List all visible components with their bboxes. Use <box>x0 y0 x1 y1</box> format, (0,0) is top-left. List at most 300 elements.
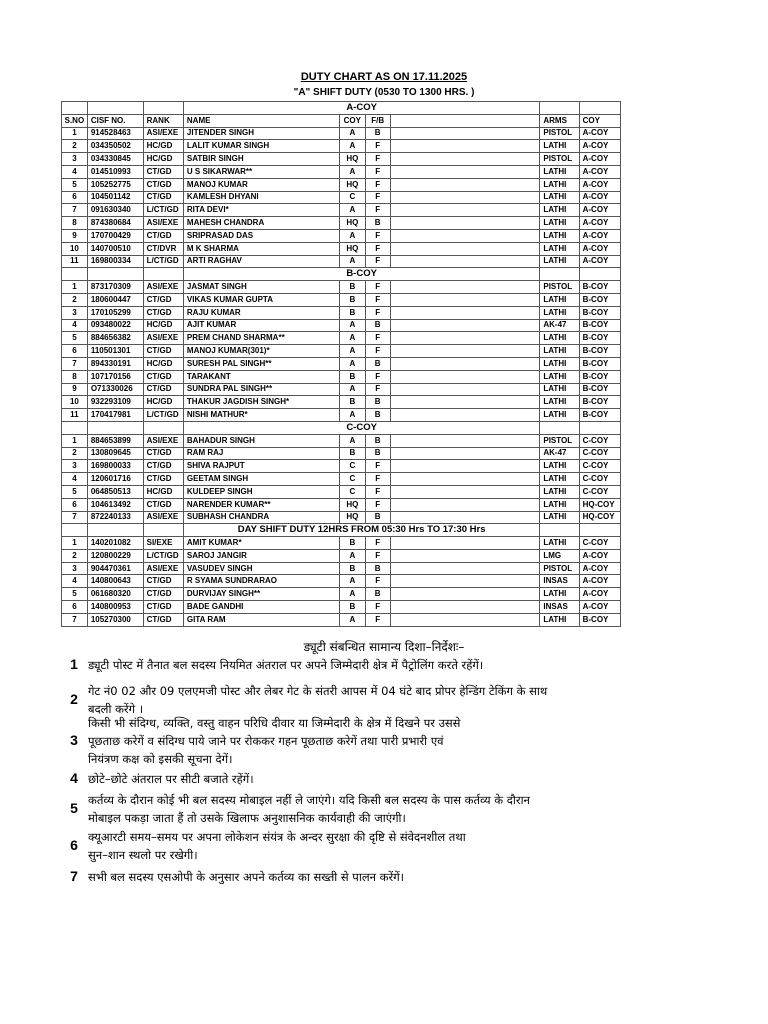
arms-coy-cell: C-COY <box>579 434 620 447</box>
arms-coy-cell: B-COY <box>579 293 620 306</box>
arms-cell: LATHI <box>540 293 579 306</box>
rank-cell: CT/GD <box>143 293 183 306</box>
remarks-cell <box>390 447 540 460</box>
name-cell: SHIVA RAJPUT <box>183 460 339 473</box>
cisf-no-cell: 091630340 <box>87 204 143 217</box>
rank-cell: HC/GD <box>143 319 183 332</box>
arms-cell: PISTOL <box>540 562 579 575</box>
fb-cell: F <box>365 613 390 626</box>
blank-cell <box>579 268 620 281</box>
table-row <box>62 370 621 383</box>
blank-cell <box>87 268 143 281</box>
sno-cell: 8 <box>62 370 88 383</box>
coy-cell: A <box>339 549 365 562</box>
cisf-no-cell: 170700429 <box>87 229 143 242</box>
rank-cell: CT/GD <box>143 306 183 319</box>
arms-coy-cell: A-COY <box>579 549 620 562</box>
rank-cell: CT/GD <box>143 473 183 486</box>
name-cell: JASMAT SINGH <box>183 281 339 294</box>
arms-coy-cell: B-COY <box>579 383 620 396</box>
name-cell: KAMLESH DHYANI <box>183 191 339 204</box>
arms-coy-cell: B-COY <box>579 281 620 294</box>
sno-cell: 5 <box>62 332 88 345</box>
cisf-no-cell: 874380684 <box>87 217 143 230</box>
cisf-no-cell: 170105299 <box>87 306 143 319</box>
arms-coy-cell: C-COY <box>579 473 620 486</box>
arms-coy-cell: B-COY <box>579 357 620 370</box>
blank-cell <box>143 102 183 115</box>
cisf-no-cell: 034330845 <box>87 153 143 166</box>
arms-coy-cell: A-COY <box>579 204 620 217</box>
table-row <box>62 549 621 562</box>
table-row <box>62 140 621 153</box>
fb-cell: F <box>365 242 390 255</box>
table-row <box>62 255 621 268</box>
cisf-no-cell: 932293109 <box>87 396 143 409</box>
coy-cell: HQ <box>339 178 365 191</box>
fb-cell: F <box>365 293 390 306</box>
cisf-no-cell: 093480022 <box>87 319 143 332</box>
fb-cell: F <box>365 255 390 268</box>
table-row <box>62 498 621 511</box>
name-cell: MANOJ KUMAR <box>183 178 339 191</box>
arms-cell: INSAS <box>540 601 579 614</box>
coy-cell: HQ <box>339 498 365 511</box>
table-row <box>62 191 621 204</box>
blank-cell <box>62 524 88 537</box>
coy-cell: A <box>339 345 365 358</box>
arms-cell: LATHI <box>540 485 579 498</box>
rank-cell: CT/GD <box>143 498 183 511</box>
name-cell: MANOJ KUMAR(301)* <box>183 345 339 358</box>
rank-cell: CT/GD <box>143 447 183 460</box>
section-header-row <box>62 268 621 281</box>
arms-cell: LATHI <box>540 511 579 524</box>
rank-cell: CT/GD <box>143 165 183 178</box>
arms-cell: LATHI <box>540 306 579 319</box>
instruction-line: मोबाइल पकड़ा जाता हैं तो उसके खिलाफ अनुशासनिक कार्यवाही की जाएंगी। <box>88 811 406 825</box>
cisf-no-cell: O71330026 <box>87 383 143 396</box>
blank-cell <box>143 421 183 434</box>
coy-cell: B <box>339 562 365 575</box>
arms-coy-cell: HQ-COY <box>579 498 620 511</box>
arms-cell: LATHI <box>540 165 579 178</box>
blank-cell <box>87 102 143 115</box>
fb-cell: F <box>365 165 390 178</box>
fb-cell: B <box>365 434 390 447</box>
remarks-cell <box>390 332 540 345</box>
section-header-row <box>62 524 621 537</box>
arms-coy-cell: B-COY <box>579 332 620 345</box>
table-row <box>62 383 621 396</box>
sno-cell: 5 <box>62 178 88 191</box>
cisf-no-cell: 034350502 <box>87 140 143 153</box>
name-cell: PREM CHAND SHARMA** <box>183 332 339 345</box>
arms-cell: LATHI <box>540 613 579 626</box>
coy-cell: A <box>339 613 365 626</box>
arms-cell: LATHI <box>540 370 579 383</box>
sno-cell: 4 <box>62 575 88 588</box>
cisf-no-cell: 140800643 <box>87 575 143 588</box>
cisf-no-cell: 884656382 <box>87 332 143 345</box>
instruction-line: पूछताछ करेगें व संदिग्ध पाये जाने पर रोककर गहन पूछताछ करेगें तथा पारी प्रभारी एवं <box>88 734 444 748</box>
remarks-cell <box>390 204 540 217</box>
coy-cell: B <box>339 447 365 460</box>
cisf-no-cell: 169800033 <box>87 460 143 473</box>
name-cell: NARENDER KUMAR** <box>183 498 339 511</box>
cisf-no-cell: 107170156 <box>87 370 143 383</box>
name-cell: RITA DEVI* <box>183 204 339 217</box>
arms-cell: LATHI <box>540 460 579 473</box>
instruction-number: 5 <box>70 800 78 816</box>
fb-cell: F <box>365 498 390 511</box>
section-header-row <box>62 102 621 115</box>
cisf-no-cell: 104613492 <box>87 498 143 511</box>
name-cell: MAHESH CHANDRA <box>183 217 339 230</box>
coy-cell: C <box>339 460 365 473</box>
sno-cell: 1 <box>62 127 88 140</box>
instruction-number: 3 <box>70 732 78 748</box>
rank-cell: CT/GD <box>143 601 183 614</box>
arms-coy-cell: A-COY <box>579 562 620 575</box>
fb-cell: F <box>365 537 390 550</box>
table-row <box>62 242 621 255</box>
instruction-number: 1 <box>70 656 78 672</box>
rank-cell: HC/GD <box>143 485 183 498</box>
remarks-cell <box>390 242 540 255</box>
table-row <box>62 460 621 473</box>
coy-cell: B <box>339 537 365 550</box>
cisf-no-cell: 170417981 <box>87 409 143 422</box>
arms-coy-cell: B-COY <box>579 613 620 626</box>
cisf-no-cell: 904470361 <box>87 562 143 575</box>
fb-cell: F <box>365 485 390 498</box>
name-cell: TARAKANT <box>183 370 339 383</box>
coy-cell: HQ <box>339 511 365 524</box>
arms-coy-cell: C-COY <box>579 460 620 473</box>
arms-coy-cell: A-COY <box>579 242 620 255</box>
rank-cell: CT/DVR <box>143 242 183 255</box>
coy-cell: B <box>339 306 365 319</box>
blank-cell <box>62 421 88 434</box>
blank-cell <box>540 421 579 434</box>
arms-coy-cell: B-COY <box>579 345 620 358</box>
arms-coy-cell: A-COY <box>579 217 620 230</box>
sno-cell: 7 <box>62 357 88 370</box>
coy-cell: A <box>339 140 365 153</box>
remarks-cell <box>390 588 540 601</box>
name-cell: ARTI RAGHAV <box>183 255 339 268</box>
table-row <box>62 217 621 230</box>
arms-coy-cell: A-COY <box>579 229 620 242</box>
rank-cell: ASI/EXE <box>143 332 183 345</box>
coy-cell: A <box>339 319 365 332</box>
arms-cell: LATHI <box>540 191 579 204</box>
name-cell: THAKUR JAGDISH SINGH* <box>183 396 339 409</box>
blank-cell <box>62 102 88 115</box>
arms-coy-cell: A-COY <box>579 153 620 166</box>
blank-cell <box>579 421 620 434</box>
arms-cell: LATHI <box>540 178 579 191</box>
table-row <box>62 613 621 626</box>
fb-cell: B <box>365 396 390 409</box>
cisf-no-cell: 105252775 <box>87 178 143 191</box>
blank-cell <box>540 102 579 115</box>
table-row <box>62 473 621 486</box>
arms-cell: LATHI <box>540 588 579 601</box>
sno-cell: 2 <box>62 549 88 562</box>
arms-cell: LATHI <box>540 229 579 242</box>
document-title: DUTY CHART AS ON 17.11.2025 <box>300 71 468 83</box>
column-header: COY <box>579 114 620 127</box>
instruction-text <box>88 714 623 768</box>
table-row <box>62 485 621 498</box>
arms-cell: PISTOL <box>540 434 579 447</box>
remarks-cell <box>390 370 540 383</box>
coy-cell: A <box>339 127 365 140</box>
cisf-no-cell: 873170309 <box>87 281 143 294</box>
rank-cell: CT/GD <box>143 345 183 358</box>
blank-cell <box>579 524 620 537</box>
instruction-text <box>88 682 623 718</box>
coy-cell: A <box>339 229 365 242</box>
instruction-number: 7 <box>70 868 78 884</box>
table-row <box>62 319 621 332</box>
arms-coy-cell: A-COY <box>579 601 620 614</box>
fb-cell: F <box>365 204 390 217</box>
cisf-no-cell: 140201082 <box>87 537 143 550</box>
remarks-cell <box>390 229 540 242</box>
sno-cell: 7 <box>62 204 88 217</box>
fb-cell: F <box>365 549 390 562</box>
arms-cell: LATHI <box>540 242 579 255</box>
cisf-no-cell: 064850513 <box>87 485 143 498</box>
sno-cell: 5 <box>62 588 88 601</box>
name-cell: VIKAS KUMAR GUPTA <box>183 293 339 306</box>
coy-cell: A <box>339 332 365 345</box>
name-cell: LALIT KUMAR SINGH <box>183 140 339 153</box>
name-cell: BAHADUR SINGH <box>183 434 339 447</box>
sno-cell: 7 <box>62 511 88 524</box>
coy-cell: HQ <box>339 217 365 230</box>
instruction-text <box>88 791 623 827</box>
rank-cell: CT/GD <box>143 383 183 396</box>
table-row <box>62 345 621 358</box>
remarks-cell <box>390 191 540 204</box>
sno-cell: 7 <box>62 613 88 626</box>
coy-cell: C <box>339 485 365 498</box>
table-row <box>62 178 621 191</box>
arms-coy-cell: A-COY <box>579 191 620 204</box>
remarks-cell <box>390 357 540 370</box>
instruction-line: किसी भी संदिग्ध, व्यक्ति, वस्तु वाहन परिधि दीवार या जिम्मेदारी के क्षेत्र में दिखने पर उससे <box>88 716 461 730</box>
name-cell: R SYAMA SUNDRARAO <box>183 575 339 588</box>
duty-table <box>61 101 621 627</box>
arms-cell: LATHI <box>540 409 579 422</box>
instruction-number: 6 <box>70 837 78 853</box>
instruction-text <box>88 828 623 864</box>
fb-cell: F <box>365 153 390 166</box>
rank-cell: HC/GD <box>143 153 183 166</box>
fb-cell: B <box>365 562 390 575</box>
section-title: A-COY <box>183 102 539 115</box>
arms-cell: LATHI <box>540 345 579 358</box>
remarks-cell <box>390 127 540 140</box>
arms-cell: LMG <box>540 549 579 562</box>
table-row <box>62 434 621 447</box>
table-row <box>62 575 621 588</box>
arms-coy-cell: A-COY <box>579 178 620 191</box>
coy-cell: HQ <box>339 153 365 166</box>
blank-cell <box>87 421 143 434</box>
instruction-line: कर्तव्य के दौरान कोई भी बल सदस्य मोबाइल नहीं ले जाएंगे। यदि किसी बल सदस्य के पास कर्तव्य के दौरान <box>88 793 530 807</box>
cisf-no-cell: 169800334 <box>87 255 143 268</box>
remarks-cell <box>390 575 540 588</box>
name-cell: U S SIKARWAR** <box>183 165 339 178</box>
sno-cell: 1 <box>62 281 88 294</box>
sno-cell: 3 <box>62 562 88 575</box>
sno-cell: 4 <box>62 473 88 486</box>
section-title: C-COY <box>183 421 539 434</box>
blank-cell <box>143 268 183 281</box>
instruction-line: क्यूआरटी समय–समय पर अपना लोकेशन संयंत्र के अन्दर सुरक्षा की दृष्टि से संवेदनशील तथा <box>88 830 466 844</box>
rank-cell: ASI/EXE <box>143 281 183 294</box>
table-row <box>62 601 621 614</box>
instruction-line: सभी बल सदस्य एसओपी के अनुसार अपने कर्तव्य का सख्ती से पालन करेंगें। <box>88 870 405 884</box>
rank-cell: L/CT/GD <box>143 204 183 217</box>
remarks-cell <box>390 434 540 447</box>
rank-cell: ASI/EXE <box>143 217 183 230</box>
remarks-cell <box>390 537 540 550</box>
remarks-cell <box>390 153 540 166</box>
table-row <box>62 153 621 166</box>
header-row <box>62 114 621 127</box>
name-cell: SUNDRA PAL SINGH** <box>183 383 339 396</box>
arms-cell: PISTOL <box>540 127 579 140</box>
name-cell: SAROJ JANGIR <box>183 549 339 562</box>
coy-cell: A <box>339 383 365 396</box>
rank-cell: HC/GD <box>143 396 183 409</box>
fb-cell: F <box>365 281 390 294</box>
sno-cell: 1 <box>62 434 88 447</box>
table-row <box>62 306 621 319</box>
name-cell: VASUDEV SINGH <box>183 562 339 575</box>
sno-cell: 6 <box>62 601 88 614</box>
table-row <box>62 332 621 345</box>
arms-coy-cell: B-COY <box>579 370 620 383</box>
arms-cell: LATHI <box>540 498 579 511</box>
cisf-no-cell: 110501301 <box>87 345 143 358</box>
cisf-no-cell: 914528463 <box>87 127 143 140</box>
table-row <box>62 562 621 575</box>
name-cell: SUBHASH CHANDRA <box>183 511 339 524</box>
sno-cell: 5 <box>62 485 88 498</box>
rank-cell: ASI/EXE <box>143 562 183 575</box>
fb-cell: B <box>365 217 390 230</box>
cisf-no-cell: 140800953 <box>87 601 143 614</box>
rank-cell: ASI/EXE <box>143 434 183 447</box>
remarks-cell <box>390 460 540 473</box>
fb-cell: B <box>365 357 390 370</box>
coy-cell: B <box>339 601 365 614</box>
section-header-row <box>62 421 621 434</box>
instructions-heading: ड्यूटी संबन्धित सामान्य दिशा–निर्देशः– <box>303 640 465 654</box>
sno-cell: 9 <box>62 383 88 396</box>
arms-coy-cell: A-COY <box>579 588 620 601</box>
remarks-cell <box>390 383 540 396</box>
shift-subtitle: "A" SHIFT DUTY (0530 TO 1300 HRS. ) <box>293 87 475 98</box>
name-cell: GEETAM SINGH <box>183 473 339 486</box>
remarks-cell <box>390 178 540 191</box>
fb-cell: F <box>365 575 390 588</box>
arms-coy-cell: A-COY <box>579 127 620 140</box>
table-row <box>62 281 621 294</box>
remarks-cell <box>390 396 540 409</box>
rank-cell: CT/GD <box>143 229 183 242</box>
arms-cell: LATHI <box>540 537 579 550</box>
rank-cell: CT/GD <box>143 191 183 204</box>
table-row <box>62 293 621 306</box>
column-header: S.NO <box>62 114 88 127</box>
arms-coy-cell: A-COY <box>579 255 620 268</box>
name-cell: RAM RAJ <box>183 447 339 460</box>
name-cell: BADE GANDHI <box>183 601 339 614</box>
table-row <box>62 447 621 460</box>
table-row <box>62 204 621 217</box>
sno-cell: 4 <box>62 165 88 178</box>
remarks-cell <box>390 549 540 562</box>
fb-cell: F <box>365 460 390 473</box>
arms-cell: LATHI <box>540 140 579 153</box>
cisf-no-cell: 061680320 <box>87 588 143 601</box>
instruction-line: ड्यूटी पोस्ट में तैनात बल सदस्य नियमित अंतराल पर अपने जिम्मेदारी क्षेत्र में पैट्रोलिंग करते रहेंगें। <box>88 658 484 672</box>
coy-cell: A <box>339 357 365 370</box>
sno-cell: 3 <box>62 306 88 319</box>
arms-cell: AK-47 <box>540 447 579 460</box>
name-cell: M K SHARMA <box>183 242 339 255</box>
column-header <box>390 114 540 127</box>
fb-cell: B <box>365 588 390 601</box>
arms-cell: PISTOL <box>540 281 579 294</box>
rank-cell: CT/GD <box>143 588 183 601</box>
column-header: COY <box>339 114 365 127</box>
remarks-cell <box>390 485 540 498</box>
fb-cell: F <box>365 383 390 396</box>
rank-cell: ASI/EXE <box>143 511 183 524</box>
table-row <box>62 588 621 601</box>
name-cell: KULDEEP SINGH <box>183 485 339 498</box>
fb-cell: B <box>365 319 390 332</box>
sno-cell: 9 <box>62 229 88 242</box>
instruction-number: 4 <box>70 770 78 786</box>
cisf-no-cell: 120601716 <box>87 473 143 486</box>
instruction-number: 2 <box>70 691 78 707</box>
sno-cell: 11 <box>62 409 88 422</box>
name-cell: NISHI MATHUR* <box>183 409 339 422</box>
name-cell: SATBIR SINGH <box>183 153 339 166</box>
sno-cell: 8 <box>62 217 88 230</box>
table-row <box>62 511 621 524</box>
arms-cell: LATHI <box>540 473 579 486</box>
cisf-no-cell: 120800229 <box>87 549 143 562</box>
name-cell: SRIPRASAD DAS <box>183 229 339 242</box>
fb-cell: F <box>365 191 390 204</box>
name-cell: AJIT KUMAR <box>183 319 339 332</box>
remarks-cell <box>390 562 540 575</box>
cisf-no-cell: 180600447 <box>87 293 143 306</box>
section-title: DAY SHIFT DUTY 12HRS FROM 05:30 Hrs TO 17:30 Hrs <box>183 524 539 537</box>
arms-cell: LATHI <box>540 383 579 396</box>
